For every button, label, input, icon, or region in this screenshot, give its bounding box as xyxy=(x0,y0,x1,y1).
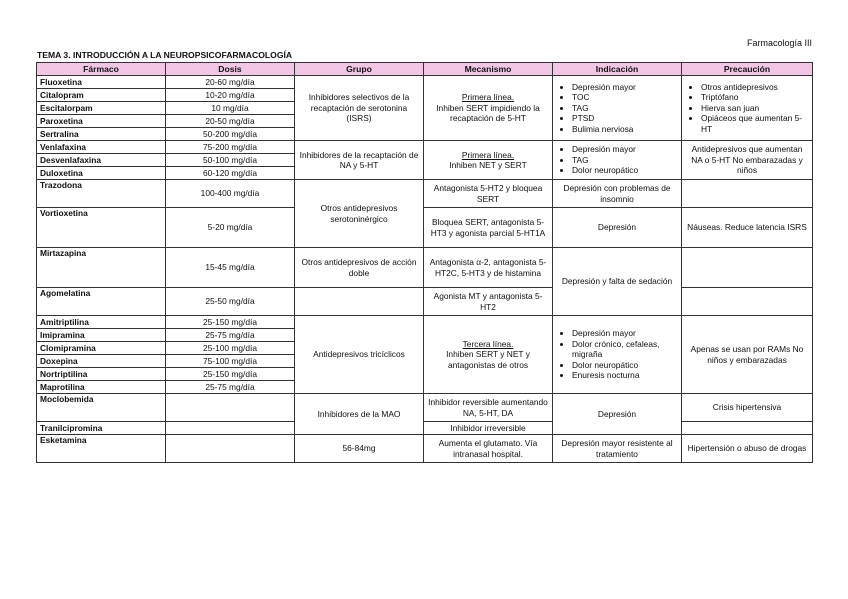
drug-dose: 60-120 mg/día xyxy=(166,167,295,180)
drug-dose: 25-75 mg/día xyxy=(166,329,295,342)
table-row xyxy=(37,394,813,422)
drug-name: Maprotilina xyxy=(37,381,166,394)
mechanism-text: Inhiben NET y SERT xyxy=(449,160,527,170)
mechanism-cell xyxy=(424,76,553,141)
list-item: • Triptófano xyxy=(701,92,809,102)
table-row xyxy=(37,422,813,435)
drug-dose: 25-75 mg/día xyxy=(166,381,295,394)
drug-name: Venlafaxina xyxy=(37,141,166,154)
col-header-farmaco: Fármaco xyxy=(37,63,166,76)
drug-name: Clomipramina xyxy=(37,342,166,355)
indication-cell xyxy=(553,76,682,141)
mechanism-cell: Inhibidor irreversible xyxy=(424,422,553,435)
table-row xyxy=(37,316,813,329)
col-header-dosis: Dosis xyxy=(166,63,295,76)
precaution-cell: Apenas se usan por RAMs No niños y embarazadas xyxy=(682,316,813,394)
drug-dose: 75-100 mg/día xyxy=(166,355,295,368)
col-header-precaucion: Precaución xyxy=(682,63,813,76)
mechanism-line: Primera línea. xyxy=(461,92,515,103)
list-item: • Dolor neuropático xyxy=(572,360,678,370)
list-item: • Dolor neuropático xyxy=(572,165,678,175)
group-cell: Inhibidores de la recaptación de NA y 5-HT xyxy=(295,141,424,180)
mechanism-line: Tercera línea. xyxy=(462,338,514,349)
drug-dose: 50-200 mg/día xyxy=(166,128,295,141)
drug-dose: 10 mg/día xyxy=(166,102,295,115)
group-cell: Otros antidepresivos serotoninérgico xyxy=(295,180,424,248)
drug-dose: 25-150 mg/día xyxy=(166,368,295,381)
group-cell xyxy=(295,288,424,316)
precaution-cell xyxy=(682,248,813,288)
header-course: Farmacología III xyxy=(746,38,812,48)
group-cell: Antidepresivos tricíclicos xyxy=(295,316,424,394)
drug-name: Paroxetina xyxy=(37,115,166,128)
precaution-cell xyxy=(682,288,813,316)
mechanism-cell: Inhibidor reversible aumentando NA, 5-HT, DA xyxy=(424,394,553,422)
drug-name: Doxepina xyxy=(37,355,166,368)
drug-dose: 10-20 mg/día xyxy=(166,89,295,102)
list-item: • Depresión mayor xyxy=(572,144,678,154)
list-item: • Dolor crónico, cefaleas, migraña xyxy=(572,339,678,360)
mechanism-line: Primera línea. xyxy=(461,149,515,160)
drug-dose: 25-50 mg/día xyxy=(166,288,295,316)
drug-dose: 25-150 mg/día xyxy=(166,316,295,329)
precaution-cell: Antidepresivos que aumentan NA o 5-HT No embarazadas y niños xyxy=(682,141,813,180)
list-item: • Bulimia nerviosa xyxy=(572,124,678,134)
indication-cell: Depresión xyxy=(553,394,682,435)
page-title: TEMA 3. INTRODUCCIÓN A LA NEUROPSICOFARMACOLOGÍA xyxy=(37,50,293,60)
mechanism-cell: Bloquea SERT, antagonista 5-HT3 y agonista parcial 5-HT1A xyxy=(424,208,553,248)
indication-cell: Depresión xyxy=(553,208,682,248)
drug-dose: 75-200 mg/día xyxy=(166,141,295,154)
drug-dose: 50-100 mg/día xyxy=(166,154,295,167)
precaution-cell: Crisis hipertensiva xyxy=(682,394,813,422)
indication-cell: Depresión con problemas de insomnio xyxy=(553,180,682,208)
list-item: • Enuresis nocturna xyxy=(572,370,678,380)
drug-name: Esketamina xyxy=(37,435,166,463)
col-header-grupo: Grupo xyxy=(295,63,424,76)
indication-cell: Depresión y falta de sedación xyxy=(553,248,682,316)
precaution-cell xyxy=(682,180,813,208)
list-item: • TAG xyxy=(572,155,678,165)
list-item: • TOC xyxy=(572,92,678,102)
table-row xyxy=(37,208,813,248)
indication-cell: Depresión mayor resistente al tratamiento xyxy=(553,435,682,463)
drug-name: Vortioxetina xyxy=(37,208,166,248)
mechanism-cell: Antagonista 5-HT2 y bloquea SERT xyxy=(424,180,553,208)
drug-dose xyxy=(166,435,295,463)
drug-dose xyxy=(166,394,295,422)
drug-name: Tranilcipromina xyxy=(37,422,166,435)
precaution-cell: Náuseas. Reduce latencia ISRS xyxy=(682,208,813,248)
list-item: • Depresión mayor xyxy=(572,82,678,92)
mechanism-text: Inhiben SERT y NET y antagonistas de otros xyxy=(446,349,530,370)
drug-dose: 100-400 mg/día xyxy=(166,180,295,208)
pharmacology-table xyxy=(36,62,813,463)
drug-name: Moclobemida xyxy=(37,394,166,422)
group-cell: Inhibidores de la MAO xyxy=(295,394,424,435)
precaution-cell xyxy=(682,76,813,141)
mechanism-cell: Antagonista α-2, antagonista 5-HT2C, 5-HT3 y de histamina xyxy=(424,248,553,288)
list-item: • PTSD xyxy=(572,113,678,123)
col-header-indicacion: Indicación xyxy=(553,63,682,76)
list-item: • Hierva san juan xyxy=(701,103,809,113)
drug-dose: 20-60 mg/día xyxy=(166,76,295,89)
precaution-cell: Hipertensión o abuso de drogas xyxy=(682,435,813,463)
table-row xyxy=(37,248,813,288)
drug-name: Duloxetina xyxy=(37,167,166,180)
list-item: • Otros antidepresivos xyxy=(701,82,809,92)
drug-name: Amitriptilina xyxy=(37,316,166,329)
drug-name: Imipramina xyxy=(37,329,166,342)
drug-name: Desvenlafaxina xyxy=(37,154,166,167)
list-item: • TAG xyxy=(572,103,678,113)
mechanism-cell: Agonista MT y antagonista 5-HT2 xyxy=(424,288,553,316)
list-item: • Opiáceos que aumentan 5-HT xyxy=(701,113,809,134)
drug-dose: 15-45 mg/día xyxy=(166,248,295,288)
drug-name: Escitalorpam xyxy=(37,102,166,115)
drug-dose xyxy=(166,422,295,435)
mechanism-text: Inhiben SERT impidiendo la recaptación de 5-HT xyxy=(436,102,540,124)
mechanism-cell xyxy=(424,141,553,180)
mechanism-cell xyxy=(424,316,553,394)
drug-name: Sertralina xyxy=(37,128,166,141)
mechanism-cell: Aumenta el glutamato. Vía intranasal hospital. xyxy=(424,435,553,463)
indication-cell xyxy=(553,316,682,394)
drug-name: Agomelatina xyxy=(37,288,166,316)
table-row xyxy=(37,141,813,154)
group-cell: Inhibidores selectivos de la recaptación de serotonina (ISRS) xyxy=(295,76,424,141)
table-row xyxy=(37,76,813,89)
drug-name: Nortriptilina xyxy=(37,368,166,381)
precaution-cell xyxy=(682,422,813,435)
drug-name: Trazodona xyxy=(37,180,166,208)
drug-dose: 56-84mg xyxy=(295,435,424,463)
drug-dose: 20-50 mg/día xyxy=(166,115,295,128)
table-row xyxy=(37,288,813,316)
col-header-mecanismo: Mecanismo xyxy=(424,63,553,76)
list-item: • Depresión mayor xyxy=(572,328,678,338)
drug-name: Fluoxetina xyxy=(37,76,166,89)
drug-name: Citalopram xyxy=(37,89,166,102)
drug-dose: 5-20 mg/día xyxy=(166,208,295,248)
table-header-row xyxy=(37,63,813,76)
group-cell: Otros antidepresivos de acción doble xyxy=(295,248,424,288)
drug-dose: 25-100 mg/día xyxy=(166,342,295,355)
table-row xyxy=(37,180,813,208)
table-row xyxy=(37,435,813,463)
indication-cell xyxy=(553,141,682,180)
drug-name: Mirtazapina xyxy=(37,248,166,288)
